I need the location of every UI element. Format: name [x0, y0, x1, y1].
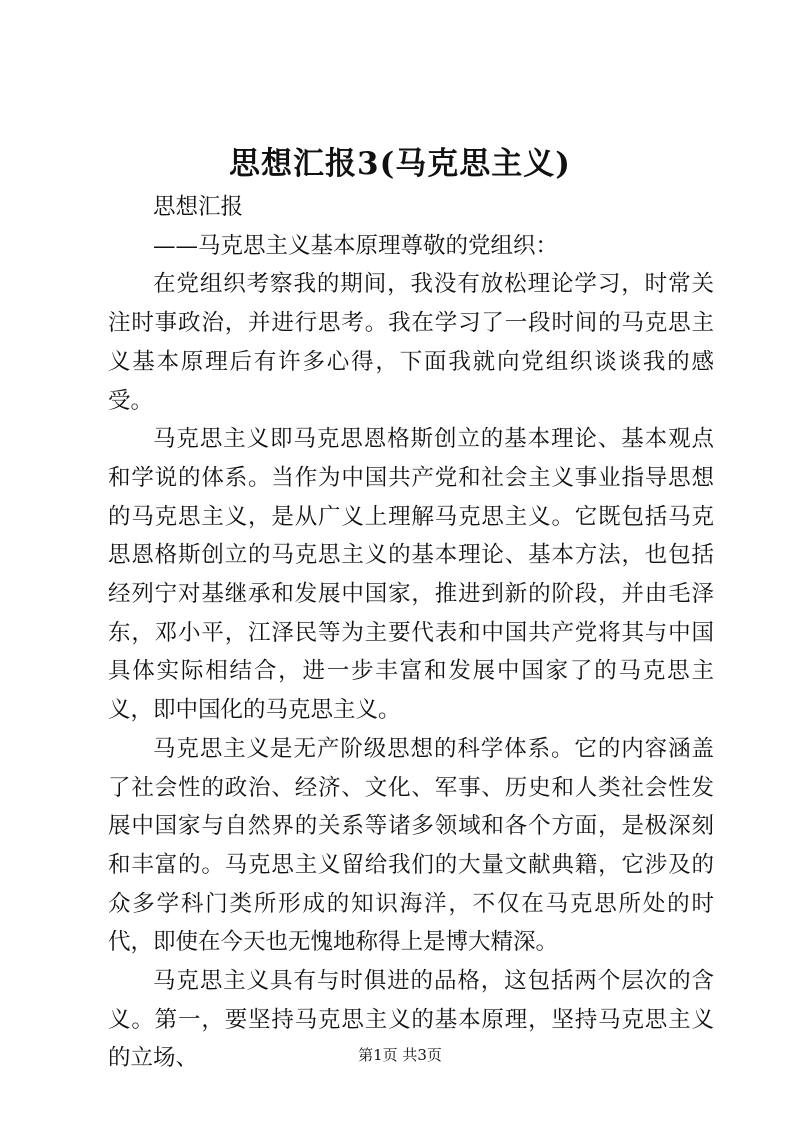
paragraph: 在党组织考察我的期间，我没有放松理论学习，时常关注时事政治，并进行思考。我在学习了一段时间的马克思主义基本原理后有许多心得，下面我就向党组织谈谈我的感受。: [108, 271, 714, 414]
document-title: 思想汇报3(马克思主义): [229, 146, 571, 182]
paragraph-heading: 思想汇报: [153, 194, 244, 220]
paragraph-subtitle-salutation: ——马克思主义基本原理尊敬的党组织：: [153, 232, 559, 259]
paragraph: 马克思主义即马克思恩格斯创立的基本理论、基本观点和学说的体系。当作为中国共产党和社会主义事业指导思想的马克思主义，是从广义上理解马克思主义。它既包括马克思恩格斯创立的马克思主义的基本理论、基本方法，也包括经列宁对基继承和发展中国家，推进到新的阶段，并由毛泽东，邓小平，江泽民等为主要代表和中国共产党将其与中国具体实际相结合，进一步丰富和发展中国家了的马克思主义，即中国化的马克思主义。: [108, 426, 714, 724]
paragraph: 马克思主义具有与时俱进的品格，这包括两个层次的含义。第一，要坚持马克思主义的基本原理，坚持马克思主义的立场、: [108, 968, 714, 1072]
paragraph: 马克思主义是无产阶级思想的科学体系。它的内容涵盖了社会性的政治、经济、文化、军事、历史和人类社会性发展中国家与自然界的关系等诸多领域和各个方面，是极深刻和丰富的。马克思主义留给我们的大量文献典籍，它涉及的众多学科门类所形成的知识海洋，不仅在马克思所处的时代，即使在今天也无愧地称得上是博大精深。: [108, 735, 714, 956]
page-number-footer: 第1页 共3页: [358, 1046, 442, 1064]
document-body: [108, 188, 714, 1078]
